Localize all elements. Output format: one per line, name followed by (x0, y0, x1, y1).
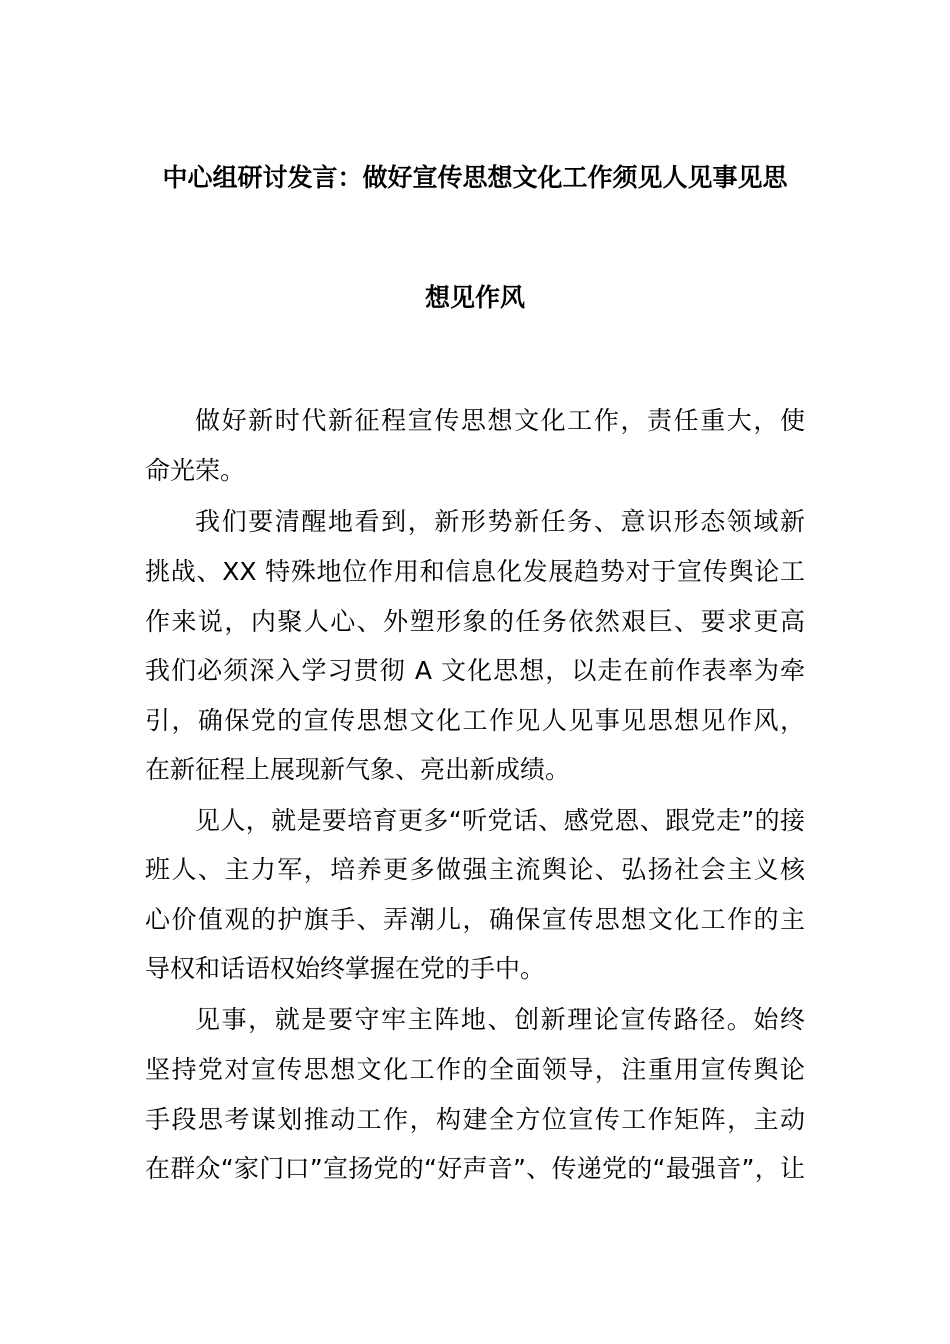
paragraph-line: 我们要清醒地看到，新形势新任务、意识形态领域新 (195, 507, 805, 536)
paragraph-line: 坚持党对宣传思想文化工作的全面领导，注重用宣传舆论 (145, 1055, 805, 1084)
paragraph-line: 见事，就是要守牢主阵地、创新理论宣传路径。始终 (195, 1005, 805, 1034)
paragraph-line: 见人，就是要培育更多“听党话、感党恩、跟党走”的接 (195, 806, 805, 835)
paragraph-line: 班人、主力军，培养更多做强主流舆论、弘扬社会主义核 (145, 855, 805, 884)
paragraph-line: 手段思考谋划推动工作，构建全方位宣传工作矩阵，主动 (145, 1105, 805, 1134)
paragraph-line: 引，确保党的宣传思想文化工作见人见事见思想见作风， (145, 706, 805, 735)
paragraph-line: 做好新时代新征程宣传思想文化工作，责任重大，使 (195, 406, 805, 435)
paragraph-line: 心价值观的护旗手、弄潮儿，确保宣传思想文化工作的主 (145, 905, 805, 934)
document-title-line-1: 中心组研讨发言：做好宣传思想文化工作须见人见事见思 (162, 163, 788, 192)
paragraph-line: 导权和话语权始终掌握在党的手中。 (145, 954, 546, 983)
paragraph-line: 命光荣。 (145, 456, 246, 485)
paragraph-line: 挑战、XX 特殊地位作用和信息化发展趋势对于宣传舆论工 (145, 557, 805, 586)
paragraph-line: 在群众“家门口”宣扬党的“好声音”、传递党的“最强音”，让 (145, 1154, 805, 1183)
paragraph-line: 作来说，内聚人心、外塑形象的任务依然艰巨、要求更高 (145, 607, 805, 636)
paragraph-line: 在新征程上展现新气象、亮出新成绩。 (145, 755, 571, 784)
paragraph-line: 我们必须深入学习贯彻 A 文化思想，以走在前作表率为牵 (145, 656, 805, 685)
document-title-line-2: 想见作风 (424, 283, 525, 312)
